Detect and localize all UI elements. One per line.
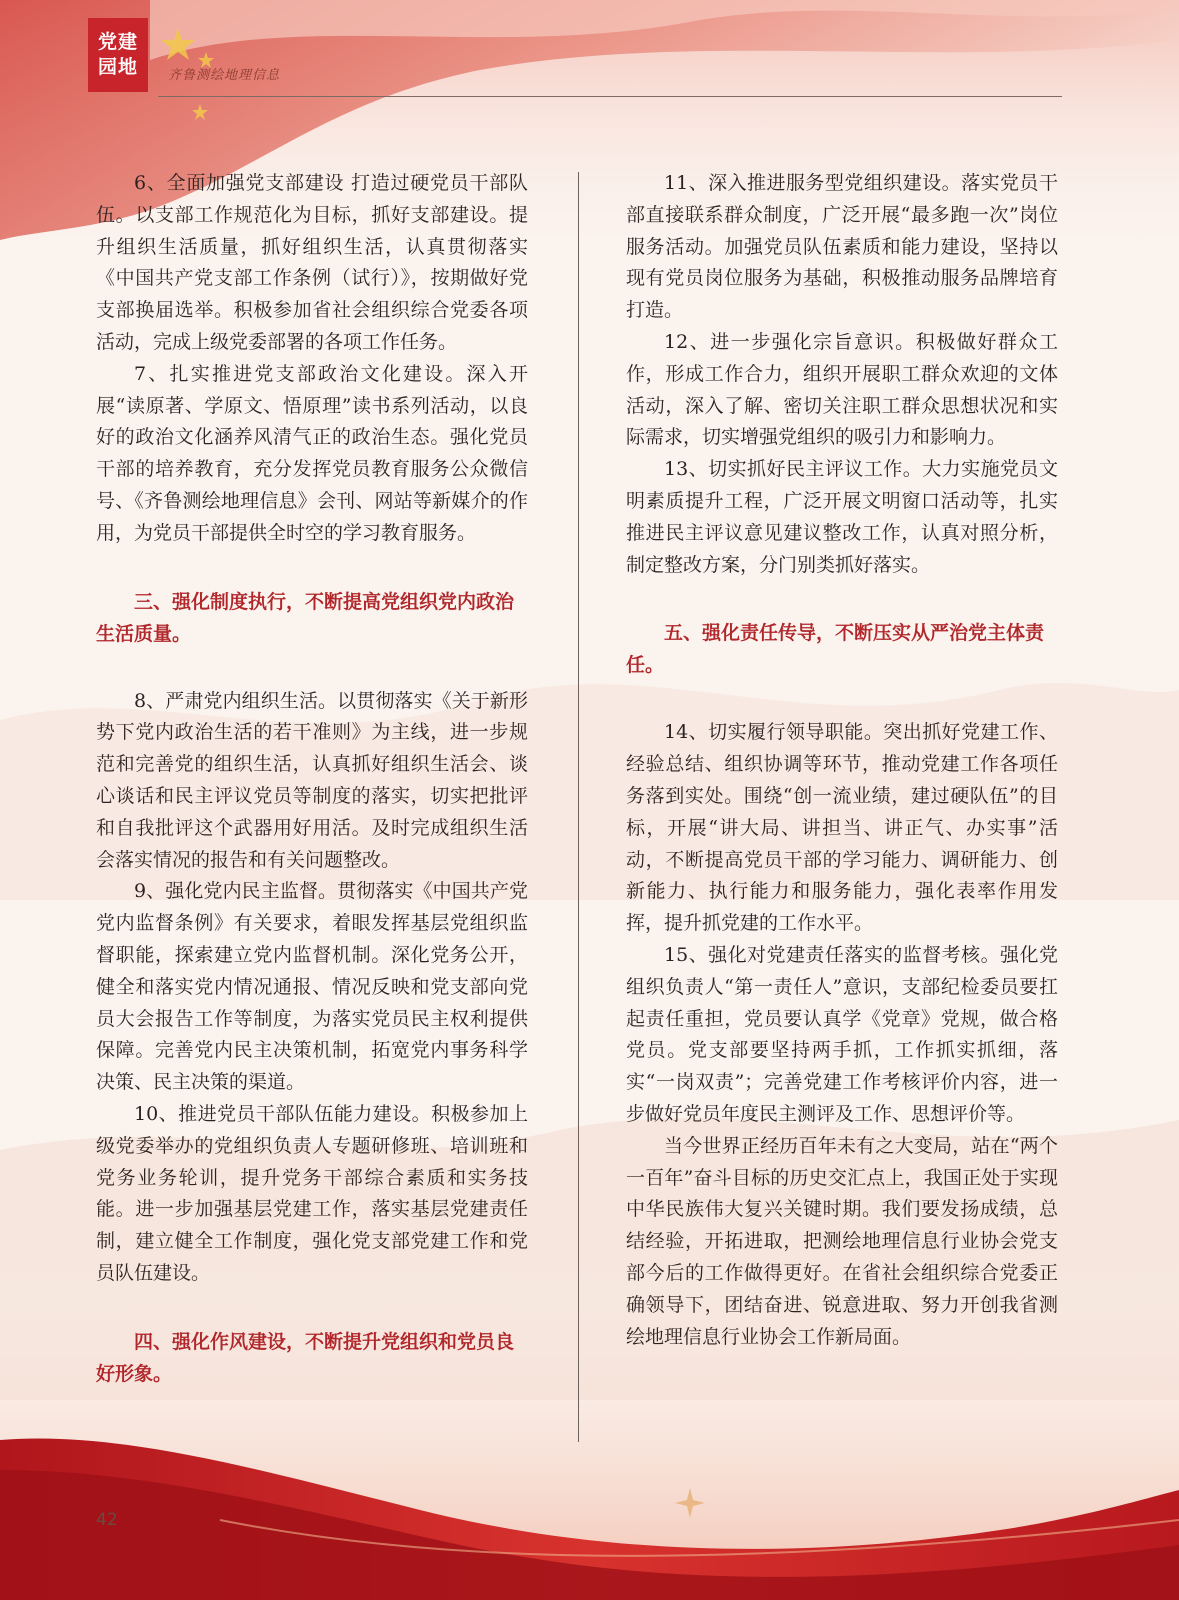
paragraph-10: 10、推进党员干部队伍能力建设。积极参加上级党委举办的党组织负责人专题研修班、培训班和党务业务轮训，提升党务干部综合素质和实务技能。进一步加强基层党建工作，落实基层党建责任制，建立健全工作制度，强化党支部党建工作和党员队伍建设。: [96, 1102, 528, 1284]
header-divider: [158, 96, 1062, 97]
section-heading-3: 三、强化制度执行，不断提高党组织党内政治生活质量。: [96, 590, 515, 645]
paragraph-9: 9、强化党内民主监督。贯彻落实《中国共产党党内监督条例》有关要求，着眼发挥基层党组织监督职能，探索建立党内监督机制。深化党务公开，健全和落实党内情况通报、情况反映和党支部向党员大会报告工作等制度，为落实党员民主权利提供保障。完善党内民主决策机制，拓宽党内事务科学决策、民主决策的渠道。: [96, 880, 528, 1094]
left-column: [96, 168, 528, 1390]
badge-line-2: 园地: [97, 56, 138, 78]
section-heading-4: 四、强化作风建设，不断提升党组织和党员良好形象。: [96, 1330, 515, 1385]
paragraph-14: 14、切实履行领导职能。突出抓好党建工作、经验总结、组织协调等环节，推动党建工作各项任务落到实处。围绕“创一流业绩，建过硬队伍”的目标，开展“讲大局、讲担当、讲正气、办实事”活动，不断提高党员干部的学习能力、调研能力、创新能力、执行能力和服务能力，强化表率作用发挥，提升抓党建的工作水平。: [626, 721, 1058, 935]
paragraph-7: 7、扎实推进党支部政治文化建设。深入开展“读原著、学原文、悟原理”读书系列活动，以良好的政治文化涵养风清气正的政治生态。强化党员干部的培养教育，充分发挥党员教育服务公众微信号、《齐鲁测绘地理信息》会刊、网站等新媒介的作用，为党员干部提供全时空的学习教育服务。: [96, 362, 528, 544]
right-column: [626, 168, 1058, 1353]
section-badge: [88, 18, 148, 92]
section-heading-5: 五、强化责任传导，不断压实从严治党主体责任。: [626, 622, 1045, 677]
column-divider: [578, 172, 579, 1442]
paragraph-8: 8、严肃党内组织生活。以贯彻落实《关于新形势下党内政治生活的若干准则》为主线，进一步规范和完善党的组织生活，认真抓好组织生活会、谈心谈话和民主评议党员等制度的落实，切实把批评和自我批评这个武器用好用活。及时完成组织生活会落实情况的报告和有关问题整改。: [96, 689, 528, 871]
paragraph-closing: 当今世界正经历百年未有之大变局，站在“两个一百年”奋斗目标的历史交汇点上，我国正处于实现中华民族伟大复兴关键时期。我们要发扬成绩，总结经验，开拓进取，把测绘地理信息行业协会党支部今后的工作做得更好。在省社会组织综合党委正确领导下，团结奋进、锐意进取、努力开创我省测绘地理信息行业协会工作新局面。: [626, 1134, 1058, 1348]
magazine-title: 齐鲁测绘地理信息: [168, 68, 281, 83]
paragraph-12: 12、进一步强化宗旨意识。积极做好群众工作，形成工作合力，组织开展职工群众欢迎的文体活动，深入了解、密切关注职工群众思想状况和实际需求，切实增强党组织的吸引力和影响力。: [626, 330, 1058, 449]
paragraph-15: 15、强化对党建责任落实的监督考核。强化党组织负责人“第一责任人”意识，支部纪检委员要扛起责任重担，党员要认真学《党章》党规，做合格党员。党支部要坚持两手抓，工作抓实抓细，落实“一岗双责”；完善党建工作考核评价内容，进一步做好党员年度民主测评及工作、思想评价等。: [626, 943, 1058, 1125]
page-number: 42: [96, 1510, 118, 1530]
badge-line-1: 党建: [97, 31, 138, 53]
paragraph-13: 13、切实抓好民主评议工作。大力实施党员文明素质提升工程，广泛开展文明窗口活动等，扎实推进民主评议意见建议整改工作，认真对照分析，制定整改方案，分门别类抓好落实。: [626, 458, 1058, 576]
paragraph-11: 11、深入推进服务型党组织建设。落实党员干部直接联系群众制度，广泛开展“最多跑一次”岗位服务活动。加强党员队伍素质和能力建设，坚持以现有党员岗位服务为基础，积极推动服务品牌培育打造。: [626, 172, 1058, 322]
paragraph-6: 6、全面加强党支部建设 打造过硬党员干部队伍。以支部工作规范化为目标，抓好支部建设。提升组织生活质量，抓好组织生活，认真贯彻落实《中国共产党支部工作条例（试行）》，按期做好党支部换届选举。积极参加省社会组织综合党委各项活动，完成上级党委部署的各项工作任务。: [96, 172, 528, 353]
